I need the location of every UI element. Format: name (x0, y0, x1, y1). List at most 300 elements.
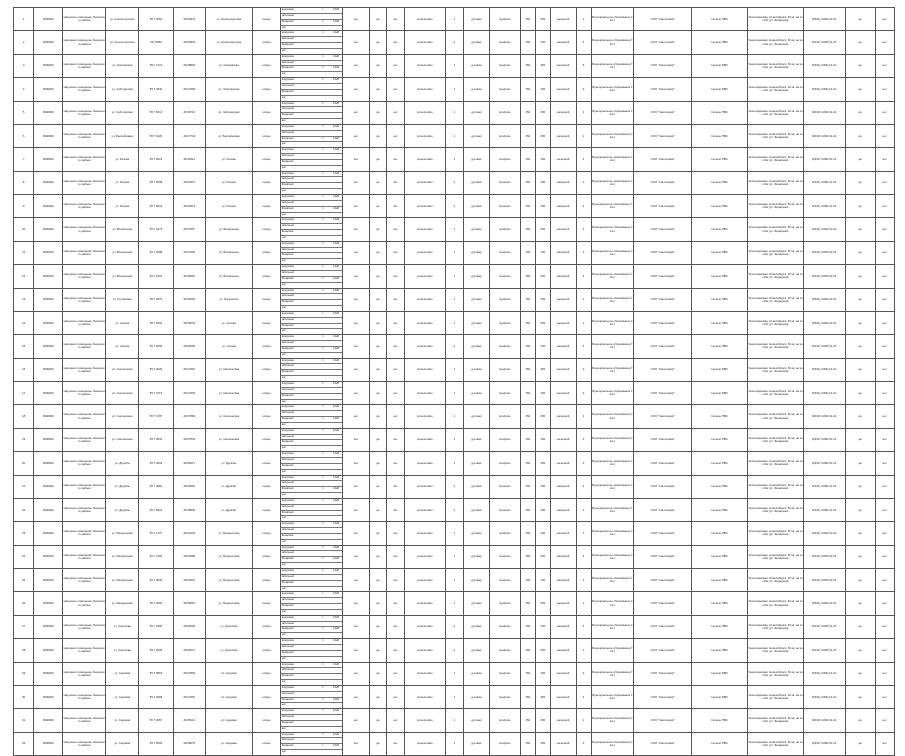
flag-2: да (369, 265, 386, 288)
table-row (14, 522, 895, 545)
street-name: ул. Смоленская (106, 358, 139, 381)
tariff: Ночное ПВО (692, 428, 748, 451)
row-number: 5 (14, 101, 34, 124)
object-code: 6000000 (34, 685, 63, 708)
line-param: кабельный (281, 154, 342, 160)
table-row (14, 78, 895, 101)
flag-4: да (845, 709, 875, 732)
object-kind: Наружное освещение Ленинского района (63, 195, 106, 218)
flag-2: да (369, 8, 386, 31)
coordinate-longitude: 48.09021 (173, 569, 205, 592)
service-organization: ООО "Светсервис" (634, 405, 692, 428)
line-param: воздушная 1 0,4кВ (281, 359, 342, 365)
flag-3: нет (386, 498, 404, 521)
line-param: щит (281, 493, 287, 497)
object-kind: Наружное освещение Ленинского района (63, 78, 106, 101)
row-number: 3 (14, 54, 34, 77)
operating-mode: вечерний (550, 358, 576, 381)
mount-type: кронштейне (405, 171, 446, 194)
power-2: 150 (535, 288, 550, 311)
operating-mode: вечерний (550, 662, 576, 685)
support-type: профиль (489, 615, 520, 638)
line-param: Фонарный (281, 90, 342, 96)
line-param: воздушная 1 0,4кВ (281, 102, 342, 108)
line-param: Фонарный 1 0,4кВ (281, 557, 342, 563)
flag-1: нет (342, 148, 369, 171)
coordinate-latitude: 55.7 5004 (139, 732, 173, 755)
coordinate-latitude: 55.7 4781 (139, 545, 173, 568)
mount-type: кронштейне (405, 335, 446, 358)
flag-3: нет (386, 522, 404, 545)
phone: 8(431) 3-800-01-16 (803, 732, 845, 755)
lamp-quantity: 1 (445, 685, 463, 708)
line-param: кабельный (281, 388, 342, 394)
owner: Муниципальное образование Г.Н.Н. (591, 358, 634, 381)
tariff: Ночное ПВО (692, 148, 748, 171)
line-param: щит (281, 726, 287, 730)
table-row (14, 241, 895, 264)
object-kind: Наружное освещение Ленинского района (63, 31, 106, 54)
table-row (14, 265, 895, 288)
lamp-quantity: 1 (445, 709, 463, 732)
object-kind: Наружное освещение Ленинского района (63, 639, 106, 662)
power-2: 250 (535, 171, 550, 194)
mount-location: опоры (252, 358, 280, 381)
flag-3: нет (386, 569, 404, 592)
lamp-kind: дуговая (464, 405, 490, 428)
owner: Муниципальное образование Г.Н.Н. (591, 241, 634, 264)
flag-1: нет (342, 475, 369, 498)
power-2: 150 (535, 195, 550, 218)
line-parameters (280, 662, 342, 685)
street-name: ул. Чехова (106, 335, 139, 358)
line-param: кабельный (281, 622, 342, 628)
tariff: Ночное ПВО (692, 685, 748, 708)
address: Технопарковая, Новосибирск, 52 кв. на изгибе (ул. Фонарная) (748, 241, 804, 264)
street-name-secondary: ул. Дружбы (205, 475, 252, 498)
flag-2: да (369, 685, 386, 708)
address: Технопарковая, Новосибирск, 52 кв. на изгибе (ул. Фонарная) (748, 405, 804, 428)
tariff: Ночное ПВО (692, 218, 748, 241)
street-name: ул. Вокзальная (106, 265, 139, 288)
support-type: профиль (489, 195, 520, 218)
tariff: Ночное ПВО (692, 335, 748, 358)
lamp-quantity: 1 (445, 428, 463, 451)
line-param: щит (281, 235, 287, 239)
power-2: 250 (535, 218, 550, 241)
tariff: Ночное ПВО (692, 732, 748, 755)
address: Технопарковая, Новосибирск, 52 кв. на изгибе (ул. Фонарная) (748, 592, 804, 615)
row-number: 17 (14, 382, 34, 405)
address: Технопарковая, Новосибирск, 52 кв. на изгибе (ул. Фонарная) (748, 78, 804, 101)
address: Технопарковая, Новосибирск, 52 кв. на изгибе (ул. Фонарная) (748, 382, 804, 405)
coordinate-longitude: 48.07867 (173, 218, 205, 241)
street-name-secondary: ул. Бассейновая (205, 124, 252, 147)
line-parameters (280, 522, 342, 545)
row-number: 29 (14, 662, 34, 685)
tariff: Ночное ПВО (692, 662, 748, 685)
address: Технопарковая, Новосибирск, 52 кв. на изгибе (ул. Фонарная) (748, 335, 804, 358)
line-param: кабельный (281, 294, 342, 300)
line-param: щит (281, 352, 287, 356)
service-organization: ООО "Светсервис" (634, 335, 692, 358)
power-1: 150 (520, 522, 535, 545)
service-organization: ООО "Светсервис" (634, 265, 692, 288)
flag-4: да (845, 615, 875, 638)
owner: Муниципальное образование Г.Н.Н. (591, 218, 634, 241)
street-name: ул. Кронштадтская (106, 8, 139, 31)
coordinate-longitude: 48.08536 (173, 498, 205, 521)
coordinate-longitude: 48.08721 (173, 101, 205, 124)
phone: 8(431) 3-800-01-16 (803, 545, 845, 568)
flag-4: да (845, 592, 875, 615)
owner: Муниципальное образование Г.Н.Н. (591, 78, 634, 101)
table-row (14, 382, 895, 405)
coordinate-longitude: 48.07893 (173, 662, 205, 685)
owner: Муниципальное образование Г.Н.Н. (591, 522, 634, 545)
flag-5: нет (875, 382, 894, 405)
owner: Муниципальное образование Г.Н.Н. (591, 615, 634, 638)
flag-3: нет (386, 405, 404, 428)
owner: Муниципальное образование Г.Н.Н. (591, 545, 634, 568)
mount-location: опоры (252, 288, 280, 311)
object-kind: Наружное освещение Ленинского района (63, 358, 106, 381)
table-row (14, 475, 895, 498)
owner: Муниципальное образование Г.Н.Н. (591, 662, 634, 685)
power-2: 150 (535, 78, 550, 101)
flag-4: да (845, 522, 875, 545)
power-2: 250 (535, 732, 550, 755)
object-code: 6000000 (34, 31, 63, 54)
mount-location: опоры (252, 8, 280, 31)
line-param: воздушная 1 0,4кВ (281, 476, 342, 482)
coordinate-latitude: 55.7 5094 (139, 335, 173, 358)
tariff: Ночное ПВО (692, 31, 748, 54)
count-2: 2 (576, 639, 591, 662)
service-organization: ООО "Светсервис" (634, 31, 692, 54)
address: Технопарковая, Новосибирск, 52 кв. на изгибе (ул. Фонарная) (748, 685, 804, 708)
flag-3: нет (386, 311, 404, 334)
line-param: кабельный (281, 84, 342, 90)
service-organization: ООО "Светсервис" (634, 639, 692, 662)
count-2: 2 (576, 498, 591, 521)
coordinate-latitude: 55.7 4933 (139, 452, 173, 475)
operating-mode: вечерний (550, 405, 576, 428)
flag-4: да (845, 358, 875, 381)
power-1: 250 (520, 545, 535, 568)
flag-5: нет (875, 8, 894, 31)
lamp-kind: дуговая (464, 241, 490, 264)
power-1: 250 (520, 639, 535, 662)
table-row (14, 709, 895, 732)
line-param: кабельный (281, 248, 342, 254)
table-row (14, 685, 895, 708)
power-2: 150 (535, 241, 550, 264)
flag-5: нет (875, 311, 894, 334)
row-number: 14 (14, 311, 34, 334)
line-parameters (280, 195, 342, 218)
line-param: кабельный (281, 551, 342, 557)
owner: Муниципальное образование Г.Н.Н. (591, 382, 634, 405)
flag-3: нет (386, 685, 404, 708)
mount-location: опоры (252, 54, 280, 77)
mount-type: кронштейне (405, 78, 446, 101)
row-number: 4 (14, 78, 34, 101)
support-type: профиль (489, 569, 520, 592)
flag-3: нет (386, 265, 404, 288)
flag-5: нет (875, 569, 894, 592)
lamp-quantity: 1 (445, 288, 463, 311)
line-param: Фонарный 1 0,4кВ (281, 417, 342, 423)
lamp-quantity: 1 (445, 241, 463, 264)
flag-5: нет (875, 288, 894, 311)
table-row (14, 662, 895, 685)
object-kind: Наружное освещение Ленинского района (63, 265, 106, 288)
phone: 8(431) 3-800-01-16 (803, 382, 845, 405)
flag-5: нет (875, 498, 894, 521)
mount-type: кронштейне (405, 358, 446, 381)
flag-2: да (369, 31, 386, 54)
mount-type: кронштейне (405, 452, 446, 475)
street-name-secondary: ул. Осиновская (205, 54, 252, 77)
flag-3: нет (386, 101, 404, 124)
tariff: Ночное ПВО (692, 639, 748, 662)
tariff: Ночное ПВО (692, 288, 748, 311)
phone: 8(431) 3-800-01-16 (803, 288, 845, 311)
line-param: щит (281, 25, 287, 29)
flag-2: да (369, 195, 386, 218)
service-organization: ООО "Светсервис" (634, 8, 692, 31)
object-kind: Наружное освещение Ленинского района (63, 522, 106, 545)
operating-mode: вечерний (550, 709, 576, 732)
operating-mode: вечерний (550, 218, 576, 241)
flag-5: нет (875, 78, 894, 101)
flag-1: нет (342, 382, 369, 405)
flag-1: нет (342, 732, 369, 755)
address: Технопарковая, Новосибирск, 52 кв. на изгибе (ул. Фонарная) (748, 265, 804, 288)
row-number: 18 (14, 405, 34, 428)
flag-2: да (369, 592, 386, 615)
phone: 8(431) 3-800-01-16 (803, 452, 845, 475)
mount-location: опоры (252, 382, 280, 405)
lamp-kind: дуговая (464, 475, 490, 498)
coordinate-latitude: 55.7 4626 (139, 358, 173, 381)
object-code: 6000000 (34, 124, 63, 147)
power-1: 250 (520, 452, 535, 475)
street-name-secondary: ул. Вокзальная (205, 218, 252, 241)
street-name: ул. Бассейновая (106, 124, 139, 147)
row-number: 22 (14, 498, 34, 521)
line-parameters (280, 8, 342, 31)
line-parameters (280, 732, 342, 755)
lamp-kind: дуговая (464, 288, 490, 311)
object-code: 6000000 (34, 592, 63, 615)
line-param: щит (281, 119, 287, 123)
service-organization: ООО "Светсервис" (634, 54, 692, 77)
line-parameters (280, 288, 342, 311)
line-param: воздушная 1 0,4кВ (281, 639, 342, 645)
owner: Муниципальное образование Г.Н.Н. (591, 428, 634, 451)
flag-4: да (845, 382, 875, 405)
count-2: 4 (576, 475, 591, 498)
flag-1: нет (342, 545, 369, 568)
address: Технопарковая, Новосибирск, 52 кв. на изгибе (ул. Фонарная) (748, 288, 804, 311)
object-code: 6000000 (34, 428, 63, 451)
lamp-kind: дуговая (464, 31, 490, 54)
mount-location: опоры (252, 405, 280, 428)
operating-mode: вечерний (550, 335, 576, 358)
address: Технопарковая, Новосибирск, 52 кв. на изгибе (ул. Фонарная) (748, 8, 804, 31)
mount-type: кронштейне (405, 148, 446, 171)
flag-5: нет (875, 475, 894, 498)
line-param: Фонарный 1 0,4кВ (281, 698, 342, 704)
address: Технопарковая, Новосибирск, 52 кв. на изгибе (ул. Фонарная) (748, 732, 804, 755)
object-code: 6000000 (34, 662, 63, 685)
service-organization: ООО "Светсервис" (634, 615, 692, 638)
count-2: 3 (576, 311, 591, 334)
line-param: кабельный (281, 224, 342, 230)
flag-1: нет (342, 498, 369, 521)
line-param: кабельный (281, 505, 342, 511)
object-code: 6000000 (34, 569, 63, 592)
object-code: 6000000 (34, 288, 63, 311)
line-param: кабельный (281, 411, 342, 417)
count-2: 2 (576, 288, 591, 311)
street-name-secondary: ул. Кронштадтская (205, 8, 252, 31)
tariff: Ночное ПВО (692, 171, 748, 194)
owner: Муниципальное образование Г.Н.Н. (591, 54, 634, 77)
address: Технопарковая, Новосибирск, 52 кв. на изгибе (ул. Фонарная) (748, 31, 804, 54)
mount-location: опоры (252, 265, 280, 288)
mount-type: кронштейне (405, 428, 446, 451)
support-type: профиль (489, 171, 520, 194)
flag-2: да (369, 148, 386, 171)
line-parameters (280, 54, 342, 77)
line-parameters (280, 685, 342, 708)
street-name: ул. Менделеева (106, 592, 139, 615)
owner: Муниципальное образование Г.Н.Н. (591, 498, 634, 521)
support-type: профиль (489, 358, 520, 381)
service-organization: ООО "Светсервис" (634, 662, 692, 685)
line-param: щит (281, 259, 287, 263)
street-name: ул. Дружбы (106, 452, 139, 475)
lamp-quantity: 1 (445, 662, 463, 685)
count-2: 4 (576, 148, 591, 171)
flag-3: нет (386, 545, 404, 568)
line-parameters (280, 241, 342, 264)
power-1: 250 (520, 405, 535, 428)
street-name: ул. Королёва (106, 639, 139, 662)
line-param: Фонарный 1 0,4кВ (281, 627, 342, 633)
flag-2: да (369, 475, 386, 498)
owner: Муниципальное образование Г.Н.Н. (591, 592, 634, 615)
registry-sheet (13, 7, 895, 754)
mount-type: кронштейне (405, 522, 446, 545)
mount-location: опоры (252, 452, 280, 475)
phone: 8(431) 3-800-01-16 (803, 405, 845, 428)
line-param: щит (281, 633, 287, 637)
object-code: 6000000 (34, 475, 63, 498)
flag-1: нет (342, 522, 369, 545)
power-1: 250 (520, 218, 535, 241)
flag-5: нет (875, 171, 894, 194)
line-parameters (280, 592, 342, 615)
line-parameters (280, 31, 342, 54)
power-1: 250 (520, 732, 535, 755)
mount-type: кронштейне (405, 54, 446, 77)
power-2: 250 (535, 358, 550, 381)
mount-location: опоры (252, 545, 280, 568)
support-type: профиль (489, 311, 520, 334)
line-param: Фонарный (281, 43, 342, 49)
line-param: воздушная 1 0,4кВ (281, 733, 342, 739)
line-param: воздушная 1 0,4кВ (281, 686, 342, 692)
operating-mode: вечерний (550, 241, 576, 264)
phone: 8(431) 3-800-01-16 (803, 265, 845, 288)
flag-5: нет (875, 592, 894, 615)
lamp-kind: дуговая (464, 522, 490, 545)
line-param: кабельный (281, 201, 342, 207)
line-param: воздушная 1 0,4кВ (281, 55, 342, 61)
line-param: воздушная 1 0,4кВ (281, 265, 342, 271)
street-name-secondary: ул. Королёва (205, 615, 252, 638)
flag-5: нет (875, 218, 894, 241)
coordinate-longitude: 48.07833 (173, 428, 205, 451)
flag-4: да (845, 545, 875, 568)
count-2: 3 (576, 8, 591, 31)
line-param: воздушная 1 0,4кВ (281, 78, 342, 84)
flag-2: да (369, 405, 386, 428)
line-param: Фонарный (281, 183, 342, 189)
owner: Муниципальное образование Г.Н.Н. (591, 8, 634, 31)
flag-3: нет (386, 54, 404, 77)
service-organization: ООО "Светсервис" (634, 311, 692, 334)
table-row (14, 498, 895, 521)
mount-location: опоры (252, 639, 280, 662)
phone: 8(431) 3-800-01-16 (803, 218, 845, 241)
flag-4: да (845, 8, 875, 31)
operating-mode: вечерний (550, 498, 576, 521)
mount-type: кронштейне (405, 498, 446, 521)
power-1: 150 (520, 569, 535, 592)
flag-2: да (369, 54, 386, 77)
power-1: 250 (520, 311, 535, 334)
line-param: щит (281, 703, 287, 707)
object-kind: Наружное освещение Ленинского района (63, 428, 106, 451)
phone: 8(431) 3-800-01-16 (803, 78, 845, 101)
street-name: ул. Садовая (106, 709, 139, 732)
flag-2: да (369, 335, 386, 358)
flag-1: нет (342, 31, 369, 54)
power-1: 250 (520, 592, 535, 615)
object-kind: Наружное освещение Ленинского района (63, 288, 106, 311)
flag-4: да (845, 311, 875, 334)
phone: 8(431) 3-800-01-16 (803, 171, 845, 194)
flag-1: нет (342, 8, 369, 31)
address: Технопарковая, Новосибирск, 52 кв. на изгибе (ул. Фонарная) (748, 615, 804, 638)
flag-5: нет (875, 358, 894, 381)
lamp-kind: дуговая (464, 732, 490, 755)
line-param: воздушная 1 0,4кВ (281, 125, 342, 131)
power-2: 250 (535, 592, 550, 615)
flag-5: нет (875, 639, 894, 662)
object-code: 6000000 (34, 101, 63, 124)
power-2: 150 (535, 475, 550, 498)
lamp-kind: дуговая (464, 685, 490, 708)
power-2: 250 (535, 124, 550, 147)
row-number: 7 (14, 148, 34, 171)
lamp-quantity: 1 (445, 78, 463, 101)
